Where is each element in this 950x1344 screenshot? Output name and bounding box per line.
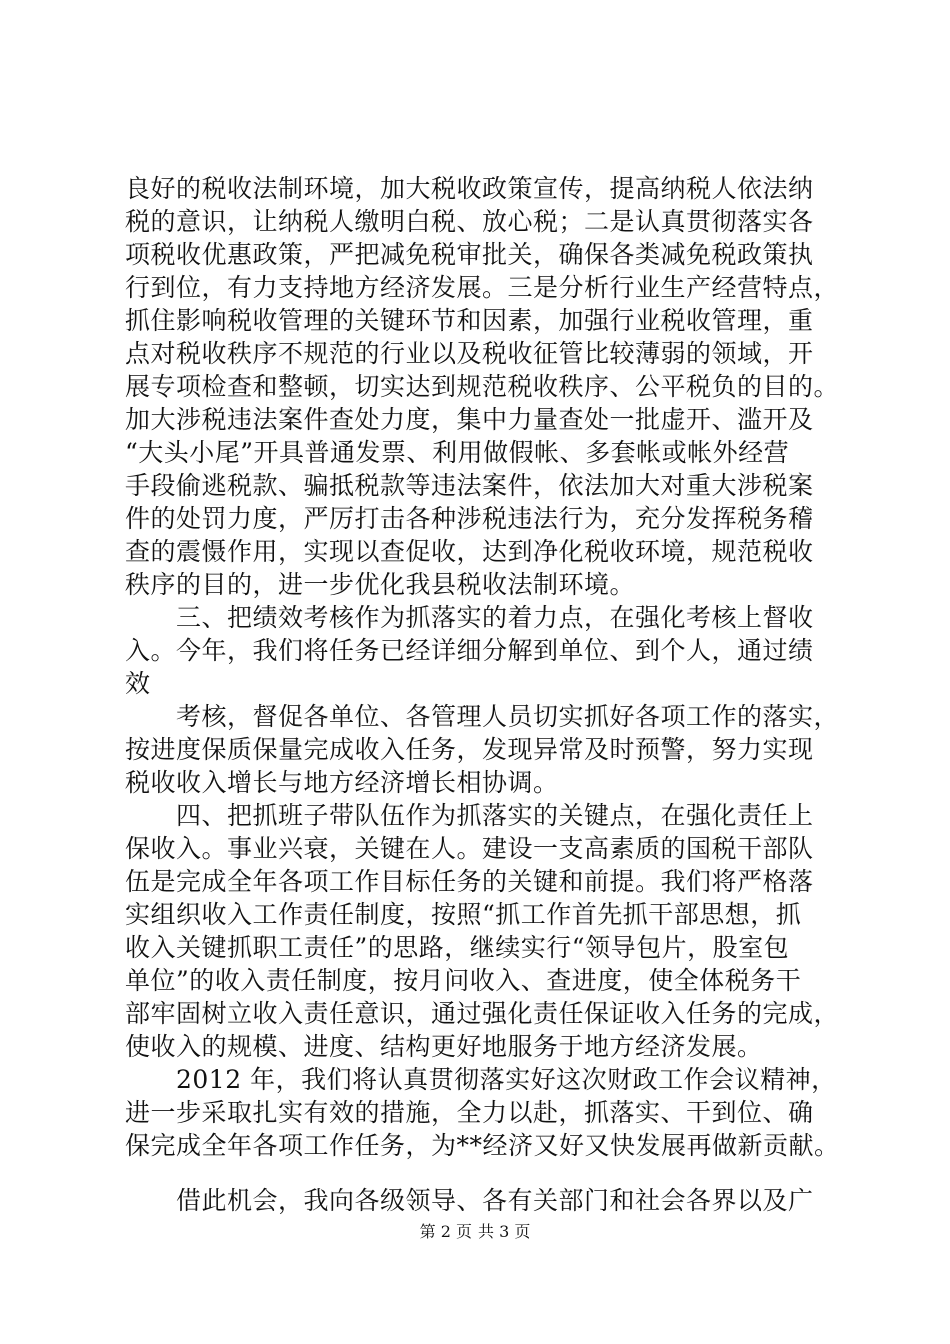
body-text-line: 行到位，有力支持地方经济发展。三是分析行业生产经营特点， (125, 273, 840, 302)
body-text-line: 税的意识，让纳税人缴明白税、放心税；二是认真贯彻落实各 (125, 207, 814, 236)
body-text-line: 秩序的目的，进一步优化我县税收法制环境。 (125, 570, 636, 599)
body-text-line: 实组织收入工作责任制度，按照“抓工作首先抓干部思想，抓 (125, 900, 802, 929)
body-text-line: 手段偷逃税款、骗抵税款等违法案件，依法加大对重大涉税案 (125, 471, 814, 500)
body-text-line: 单位”的收入责任制度，按月问收入、查进度，使全体税务干 (125, 966, 802, 995)
body-text-line: “大头小尾”开具普通发票、利用做假帐、多套帐或帐外经营 (125, 438, 790, 467)
body-text-line: 查的震慑作用，实现以查促收，达到净化税收环境，规范税收 (125, 537, 814, 566)
body-text-line: 入。今年，我们将任务已经详细分解到单位、到个人，通过绩 (125, 636, 814, 665)
body-text-line: 抓住影响税收管理的关键环节和因素，加强行业税收管理，重 (125, 306, 814, 335)
paragraph-2012-line: 2012 年，我们将认真贯彻落实好这次财政工作会议精神， (125, 1065, 837, 1094)
paragraph-3-line: 三、把绩效考核作为抓落实的着力点，在强化考核上督收 (125, 603, 814, 632)
body-text-line: 点对税收秩序不规范的行业以及税收征管比较薄弱的领域，开 (125, 339, 814, 368)
body-text-line: 收入关键抓职工责任”的思路，继续实行“领导包片，股室包 (125, 933, 790, 962)
paragraph-4-line: 四、把抓班子带队伍作为抓落实的关键点，在强化责任上 (125, 801, 814, 830)
closing-paragraph-line: 借此机会，我向各级领导、各有关部门和社会各界以及广 (125, 1186, 814, 1215)
page-number: 第 2 页 (419, 1222, 472, 1241)
body-text-line: 考核，督促各单位、各管理人员切实抓好各项工作的落实， (125, 702, 840, 731)
body-text-line: 伍是完成全年各项工作目标任务的关键和前提。我们将严格落 (125, 867, 814, 896)
body-text-line: 税收收入增长与地方经济增长相协调。 (125, 768, 559, 797)
body-text-line: 效 (125, 669, 151, 698)
body-text-line: 保收入。事业兴衰，关键在人。建设一支高素质的国税干部队 (125, 834, 814, 863)
body-text-line: 加大涉税违法案件查处力度，集中力量查处一批虚开、滥开及 (125, 405, 814, 434)
body-text-line: 项税收优惠政策，严把减免税审批关，确保各类减免税政策执 (125, 240, 814, 269)
body-text-line: 展专项检查和整顿，切实达到规范税收秩序、公平税负的目的。 (125, 372, 840, 401)
body-text-line: 良好的税收法制环境，加大税收政策宣传，提高纳税人依法纳 (125, 174, 814, 203)
body-text-line: 使收入的规模、进度、结构更好地服务于地方经济发展。 (125, 1032, 763, 1061)
body-text-line: 按进度保质保量完成收入任务，发现异常及时预警，努力实现 (125, 735, 814, 764)
body-text-line: 件的处罚力度，严厉打击各种涉税违法行为，充分发挥税务稽 (125, 504, 814, 533)
body-text-line: 进一步采取扎实有效的措施，全力以赴，抓落实、干到位、确 (125, 1098, 814, 1127)
page-total: 共 3 页 (478, 1222, 531, 1241)
body-text-line: 部牢固树立收入责任意识，通过强化责任保证收入任务的完成， (125, 999, 840, 1028)
body-text-line: 保完成全年各项工作任务，为**经济又好又快发展再做新贡献。 (125, 1131, 840, 1160)
page-footer (0, 1222, 950, 1242)
